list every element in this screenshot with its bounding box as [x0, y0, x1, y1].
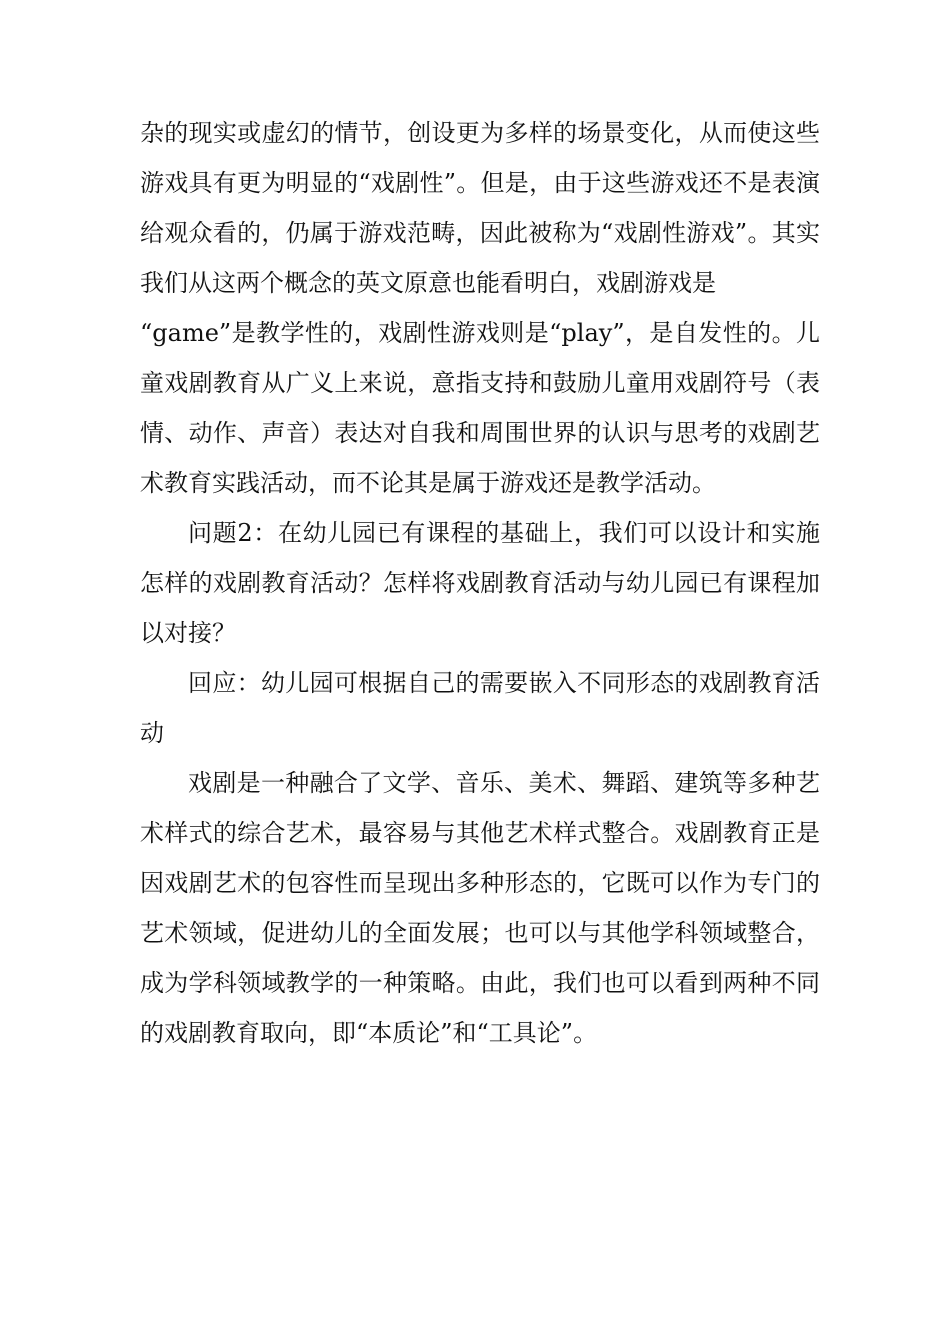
paragraph-1: 杂的现实或虚幻的情节，创设更为多样的场景变化，从而使这些游戏具有更为明显的“戏剧性”。但是，由于这些游戏还不是表演给观众看的，仍属于游戏范畴，因此被称为“戏剧性游戏”。其实我们从这两个概念的英文原意也能看明白，戏剧游戏是 [140, 119, 820, 297]
paragraph-drama-overview: 戏剧是一种融合了文学、音乐、美术、舞蹈、建筑等多种艺术样式的综合艺术，最容易与其他艺术样式整合。戏剧教育正是因戏剧艺术的包容性而呈现出多种形态的，它既可以作为专门的艺术领域，促进幼儿的全面发展；也可以与其他学科领域整合，成为学科领域教学的一种策略。由此，我们也可以看到两种不同的戏剧教育取向，即“本质论”和“工具论”。 [140, 769, 820, 1047]
paragraph-response: 回应：幼儿园可根据自己的需要嵌入不同形态的戏剧教育活动 [140, 669, 820, 747]
document-body [140, 108, 820, 1058]
paragraph-2: “game”是教学性的，戏剧性游戏则是“play”，是自发性的。儿童戏剧教育从广义上来说，意指支持和鼓励儿童用戏剧符号（表情、动作、声音）表达对自我和周围世界的认识与思考的戏剧艺术教育实践活动，而不论其是属于游戏还是教学活动。 [140, 319, 820, 497]
paragraph-question-2: 问题2：在幼儿园已有课程的基础上，我们可以设计和实施怎样的戏剧教育活动？怎样将戏剧教育活动与幼儿园已有课程加以对接？ [140, 519, 820, 647]
